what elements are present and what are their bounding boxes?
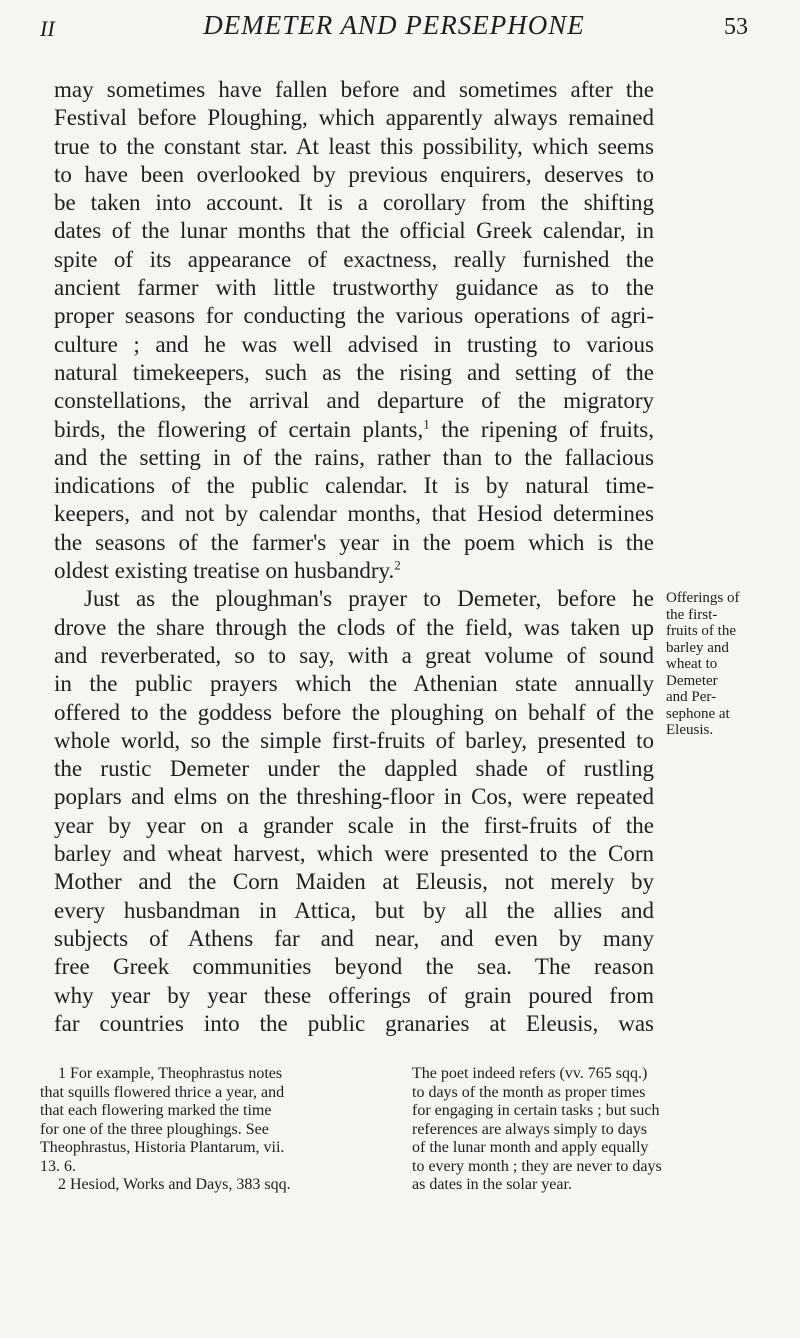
margin-note-line: Demeter [666, 672, 718, 689]
running-title: DEMETER AND PERSEPHONE [203, 10, 585, 40]
body-line: keepers, and not by calendar months, that Hesiod determines [54, 501, 654, 527]
body-line: the rustic Demeter under the dappled shade of rustling [54, 756, 654, 782]
body-line: culture ; and he was well advised in trusting to various [54, 331, 654, 357]
body-line: subjects of Athens far and near, and even by many [54, 925, 654, 951]
body-line: Just as the ploughman's prayer to Demeter, before he [84, 586, 654, 612]
margin-note-line: Offerings of [666, 590, 740, 606]
body-line: ancient farmer with little trustworthy guidance as to the [54, 275, 654, 301]
margin-note-line: sephone at [666, 705, 730, 722]
body-line: barley and wheat harvest, which were presented to the Corn [54, 841, 654, 867]
margin-note [666, 590, 796, 739]
margin-note-line: barley and [666, 639, 729, 656]
footnote-line: for one of the three ploughings. See [40, 1120, 269, 1138]
body-line [54, 557, 654, 585]
body-line: indications of the public calendar. It is by natural time- [54, 473, 654, 499]
footnote-line: that each flowering marked the time [40, 1102, 272, 1119]
body-text [54, 76, 654, 1038]
body-line: year by year on a grander scale in the first-fruits of the [54, 812, 654, 838]
footnote-line: as dates in the solar year. [412, 1176, 572, 1193]
footnote-line: to days of the month as proper times [412, 1083, 646, 1101]
footnote-line: that squills flowered thrice a year, and [40, 1083, 285, 1101]
body-line: every husbandman in Attica, but by all the allies and [54, 897, 654, 923]
body-line: free Greek communities beyond the sea. The reason [54, 954, 654, 980]
body-line: poplars and elms on the threshing-floor in Cos, were repeated [54, 784, 654, 810]
margin-note-line: and Per- [666, 689, 717, 705]
body-line: whole world, so the simple first-fruits of barley, presented to [54, 727, 654, 753]
body-line-text: oldest existing treatise on husbandry. [54, 558, 395, 584]
body-line-text: birds, the flowering of certain plants, [54, 416, 424, 442]
margin-note-line: Eleusis. [666, 722, 714, 738]
margin-note-line: the first- [666, 606, 718, 623]
body-line: to have been overlooked by previous enquirers, deserves to [54, 161, 654, 187]
body-line: drove the share through the clods of the field, was taken up [54, 614, 654, 640]
body-line: constellations, the arrival and departure of the migratory [54, 388, 654, 414]
body-line: the seasons of the farmer's year in the poem which is the [54, 529, 654, 555]
footnotes-left-column [40, 1065, 390, 1195]
footnote-line: The poet indeed refers (vv. 765 sqq.) [412, 1065, 648, 1082]
body-line-text: the ripening of fruits, [429, 416, 654, 442]
page-number: 53 [724, 14, 748, 40]
margin-note-line: fruits of the [666, 623, 736, 639]
footnote-line: for engaging in certain tasks ; but such [412, 1102, 660, 1119]
footnote-line: of the lunar month and apply equally [412, 1139, 649, 1156]
body-line: natural timekeepers, such as the rising and setting of the [54, 359, 654, 385]
body-line: may sometimes have fallen before and sometimes after the [54, 77, 654, 102]
body-line: true to the constant star. At least this possibility, which seems [54, 133, 654, 159]
body-line: dates of the lunar months that the official Greek calendar, in [54, 218, 654, 244]
footnote-line: 1 For example, Theophrastus notes [58, 1065, 283, 1082]
body-line: spite of its appearance of exactness, really furnished the [54, 246, 654, 272]
body-line: why year by year these offerings of grain poured from [54, 982, 654, 1008]
running-header [40, 10, 748, 46]
body-line: and reverberated, so to say, with a great volume of sound [54, 642, 654, 668]
margin-note-line: wheat to [666, 656, 718, 672]
footnote-line: 2 Hesiod, Works and Days, 383 sqq. [58, 1176, 291, 1193]
chapter-number: II [40, 16, 55, 41]
footnote-ref: 1 [423, 415, 430, 431]
body-line: proper seasons for conducting the various operations of agri- [54, 303, 654, 329]
footnote-line: 13. 6. [40, 1157, 76, 1175]
footnote-line: references are always simply to days [412, 1120, 648, 1138]
body-line: Festival before Ploughing, which apparently always remained [54, 105, 654, 131]
body-line: Mother and the Corn Maiden at Eleusis, not merely by [54, 869, 654, 895]
body-line: far countries into the public granaries at Eleusis, was [54, 1010, 654, 1036]
footnote-line: Theophrastus, Historia Plantarum, vii. [40, 1139, 285, 1156]
body-line: be taken into account. It is a corollary from the shifting [54, 190, 654, 216]
body-line: in the public prayers which the Athenian state annually [54, 671, 654, 697]
footnotes-right-column [412, 1065, 755, 1195]
footnote-ref: 2 [394, 557, 401, 573]
footnote-line: to every month ; they are never to days [412, 1157, 662, 1175]
body-line [54, 416, 654, 444]
body-line: and the setting in of the rains, rather than to the fallacious [54, 444, 654, 470]
body-line: offered to the goddess before the ploughing on behalf of the [54, 699, 654, 725]
